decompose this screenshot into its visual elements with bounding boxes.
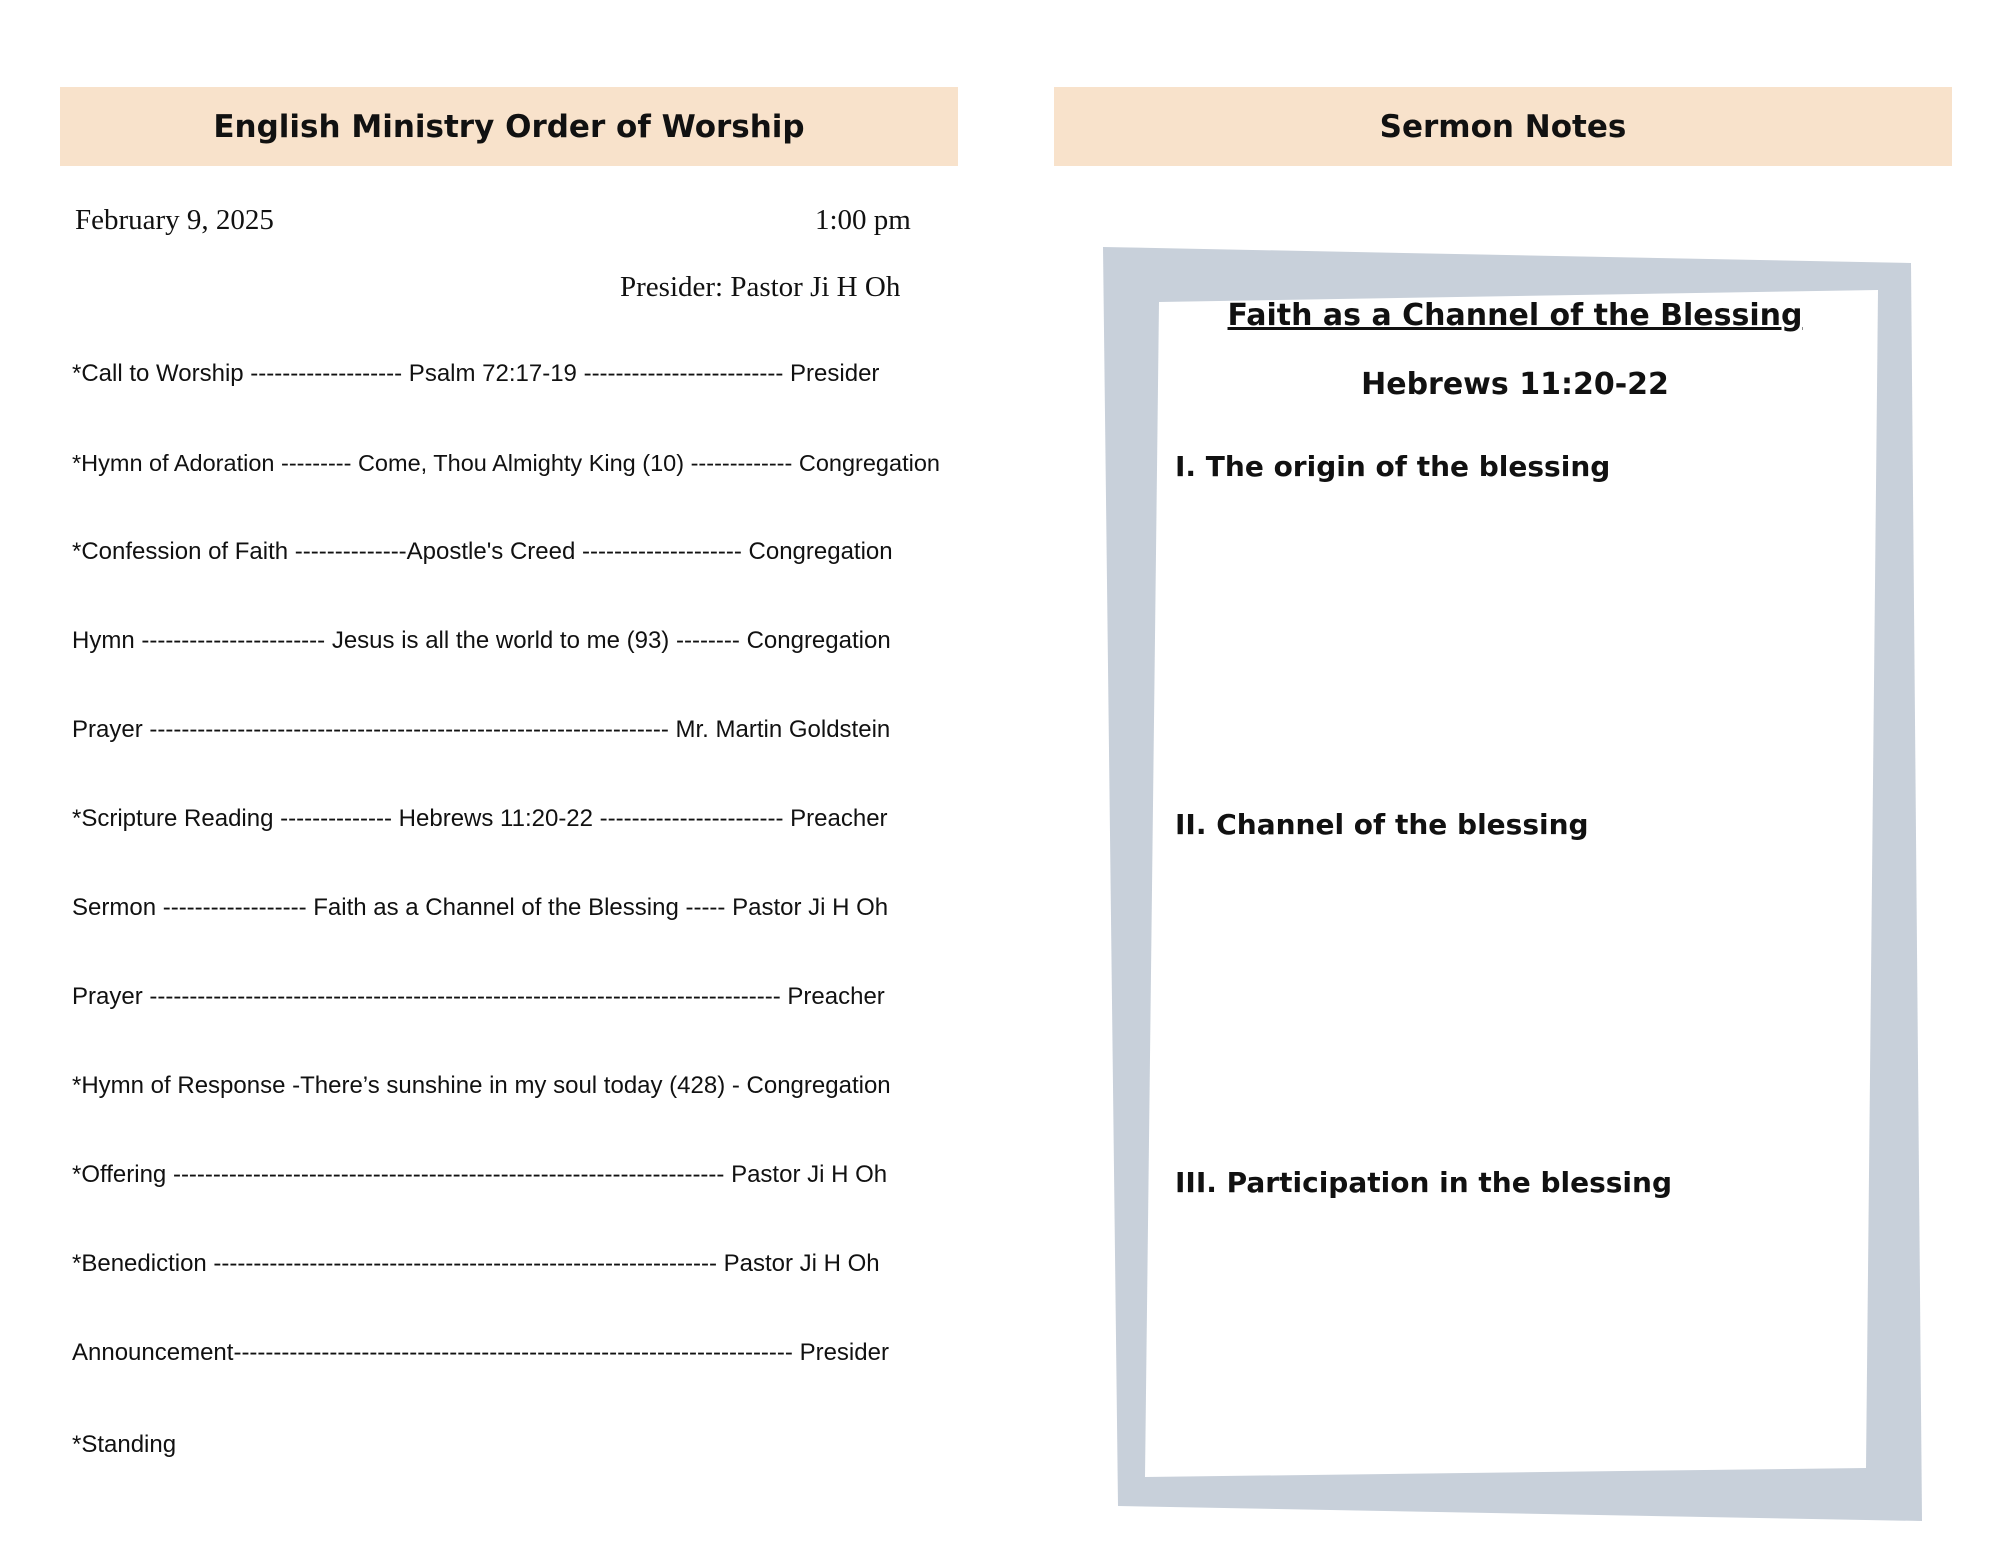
sermon-title: Faith as a Channel of the Blessing [1227,298,1803,333]
service-date: February 9, 2025 [75,204,274,236]
order-item-sermon: Sermon ------------------ Faith as a Channel of the Blessing ----- Pastor Ji H Oh [72,894,889,921]
sermon-point-1: I. The origin of the blessing [1175,450,1611,483]
order-item-offering: *Offering --------------------------------------------------------------------- Pastor Ji H Oh [72,1161,888,1188]
sermon-point-3: III. Participation in the blessing [1175,1166,1672,1199]
order-item-benediction: *Benediction --------------------------------------------------------------- Pastor Ji H Oh [72,1250,880,1277]
sermon-scripture: Hebrews 11:20-22 [1361,367,1669,402]
order-item-hymn-of-response: *Hymn of Response -There’s sunshine in my soul today (428) - Congregation [72,1072,891,1099]
order-item-confession-of-faith: *Confession of Faith --------------Apostle's Creed -------------------- Congregation [72,538,893,565]
order-item-prayer: Prayer ----------------------------------------------------------------- Mr. Martin Goldstein [72,716,891,743]
order-item-call-to-worship: *Call to Worship ------------------- Psalm 72:17-19 ------------------------- Presider [72,360,880,387]
presider-line: Presider: Pastor Ji H Oh [620,271,901,303]
order-item-announcement: Announcement---------------------------------------------------------------------- Presider [72,1339,889,1366]
sermon-notes-title: Sermon Notes [1379,108,1627,145]
order-item-scripture-reading: *Scripture Reading -------------- Hebrews 11:20-22 ----------------------- Preacher [72,805,888,832]
service-time: 1:00 pm [815,204,911,236]
order-item-hymn: Hymn ----------------------- Jesus is all the world to me (93) -------- Congregation [72,627,891,654]
order-item-prayer-preacher: Prayer ------------------------------------------------------------------------------- Preacher [72,983,885,1010]
order-item-hymn-of-adoration: *Hymn of Adoration --------- Come, Thou Almighty King (10) ------------- Congregation [72,450,940,476]
standing-note: *Standing [72,1431,177,1458]
order-of-worship-title: English Ministry Order of Worship [213,108,805,145]
sermon-point-2: II. Channel of the blessing [1175,808,1589,841]
